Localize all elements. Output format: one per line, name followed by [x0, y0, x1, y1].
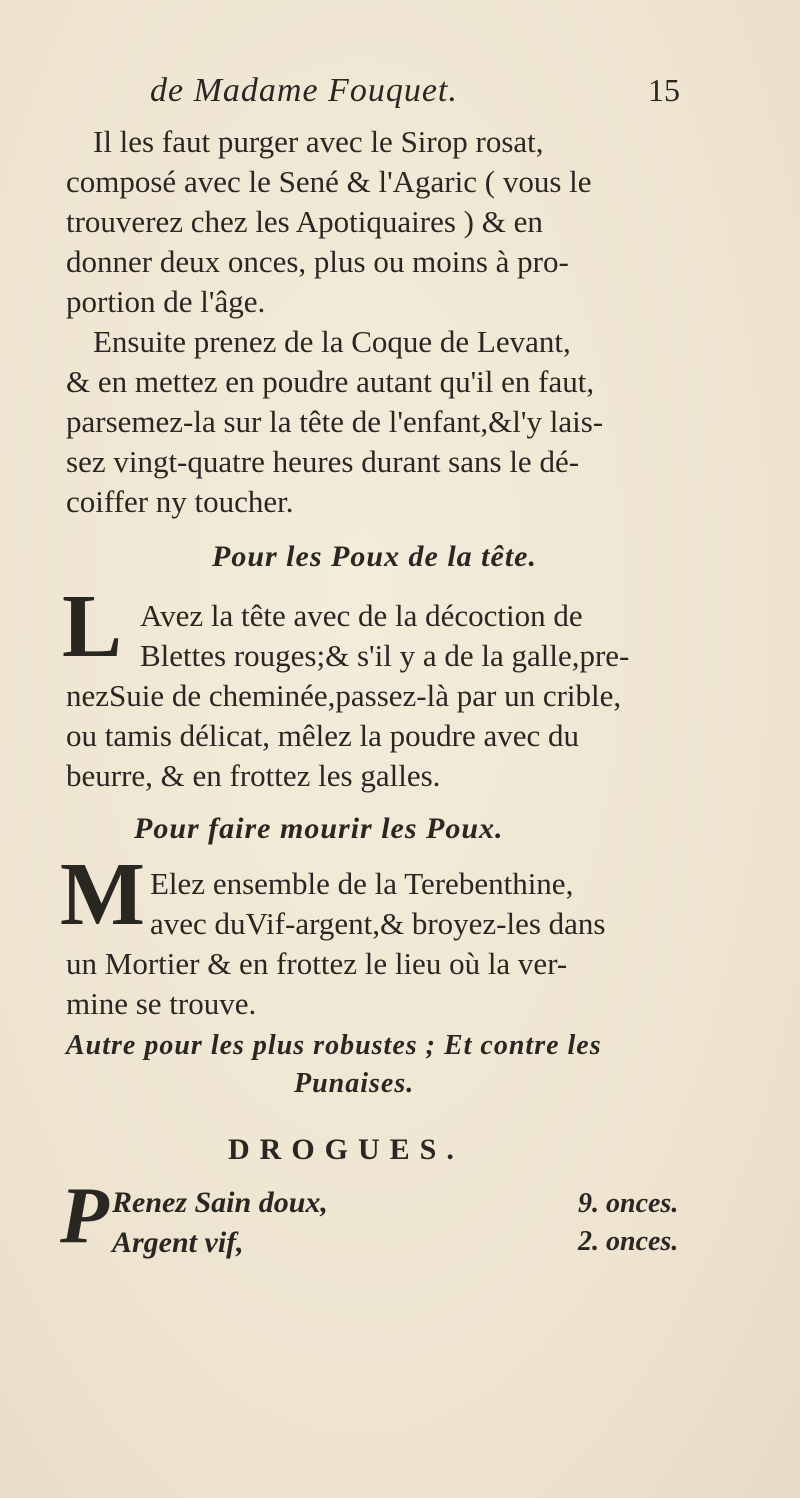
section-heading-continued: Punaises.	[294, 1068, 415, 1099]
text-line: ou tamis délicat, mêlez la poudre avec du	[66, 718, 580, 753]
drogues-label: DROGUES.	[228, 1133, 464, 1166]
text-line: Blettes rouges;& s'il y a de la galle,pre-	[140, 638, 630, 673]
text-line: coiffer ny toucher.	[66, 484, 294, 519]
text-line: & en mettez en poudre autant qu'il en faut,	[66, 364, 595, 399]
drop-cap: P	[60, 1172, 109, 1260]
page-header	[150, 72, 680, 116]
page-number: 15	[648, 72, 680, 108]
text-line: beurre, & en frottez les galles.	[66, 758, 441, 793]
text-line: Il les faut purger avec le Sirop rosat,	[93, 124, 544, 159]
ingredient-quantity: 2. onces.	[578, 1226, 679, 1257]
text-line: parsemez-la sur la tête de l'enfant,&l'y lais-	[66, 404, 604, 439]
text-line: composé avec le Sené & l'Agaric ( vous le	[66, 164, 592, 199]
drop-cap: M	[60, 845, 145, 944]
text-line: un Mortier & en frottez le lieu où la ver-	[66, 946, 568, 981]
text-line: avec duVif-argent,& broyez-les dans	[150, 906, 606, 941]
section-heading: Pour les Poux de la tête.	[212, 540, 537, 573]
ingredient-name: Renez Sain doux,	[112, 1186, 328, 1219]
text-line: donner deux onces, plus ou moins à pro-	[66, 244, 569, 279]
text-line: Avez la tête avec de la décoction de	[140, 598, 583, 633]
section-heading: Pour faire mourir les Poux.	[134, 812, 504, 845]
ingredient-quantity: 9. onces.	[578, 1188, 679, 1219]
text-line: trouverez chez les Apotiquaires ) & en	[66, 204, 543, 239]
text-line: Elez ensemble de la Terebenthine,	[150, 866, 574, 901]
text-line: sez vingt-quatre heures durant sans le dé-	[66, 444, 580, 479]
running-title: de Madame Fouquet.	[150, 72, 458, 109]
text-line: portion de l'âge.	[66, 284, 266, 319]
text-line: Ensuite prenez de la Coque de Levant,	[93, 324, 571, 359]
text-line: mine se trouve.	[66, 986, 257, 1021]
drop-cap: L	[62, 577, 123, 676]
section-heading: Autre pour les plus robustes ; Et contre les	[66, 1030, 602, 1061]
text-line: nezSuie de cheminée,passez-là par un crible,	[66, 678, 622, 713]
ingredient-name: Argent vif,	[112, 1226, 244, 1259]
